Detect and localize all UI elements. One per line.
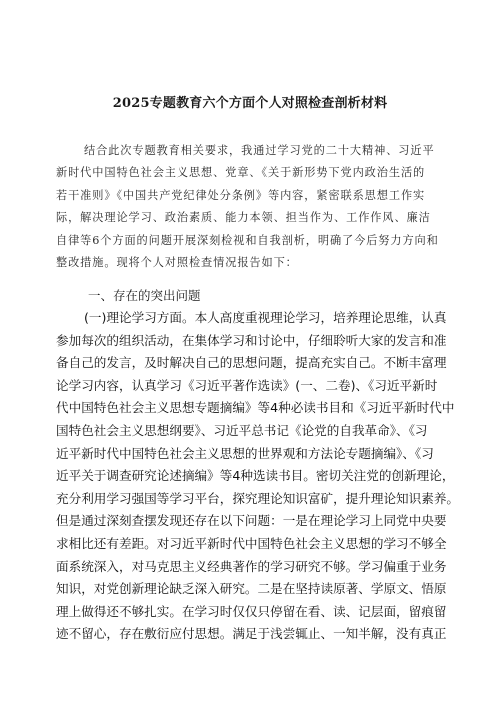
body-line: 理上做得还不够扎实。在学习时仅仅只停留在看、读、记层面，留痕留 [56, 603, 447, 619]
body-line: 充分利用学习强国等学习平台，探究理论知识富矿，提升理论知识素养。 [56, 490, 459, 506]
body-line: 国特色社会主义思想纲要》、习近平总书记《论党的自我革命》、《习 [56, 422, 428, 438]
body-line: 但是通过深刻查摆发现还存在以下问题：一是在理论学习上同党中央要 [56, 513, 447, 529]
intro-line: 整改措施。现将个人对照检查情况报告如下： [56, 256, 298, 270]
body-line: 近平新时代中国特色社会主义思想的世界观和方法论专题摘编》、《习 [56, 445, 434, 461]
intro-line: 新时代中国特色社会主义思想、党章、《关于新形势下党内政治生活的 [56, 166, 426, 180]
body-line: 近平关于调查研究论述摘编》等4种选读书目。密切关注党的创新理论， [56, 468, 455, 484]
intro-line: 若干准则》《中国共产党纪律处分条例》等内容，紧密联系思想工作实 [56, 188, 426, 202]
body-line: 迹不留心，存在敷衍应付思想。满足于浅尝辄止、一知半解，没有真正 [56, 626, 447, 642]
body-line: (一)理论学习方面。本人高度重视理论学习，培养理论思维，认真 [84, 310, 447, 325]
section-heading: 一、存在的突出问题 [88, 288, 201, 303]
intro-line: 自律等6个方面的问题开展深刻检视和自我剖析，明确了今后努力方向和 [56, 233, 439, 247]
body-line: 代中国特色社会主义思想专题摘编》等4种必读书目和《习近平新时代中 [56, 400, 455, 416]
body-line: 面系统深入，对马克思主义经典著作的学习研究不够。学习偏重于业务 [56, 558, 447, 574]
document-title: 2025专题教育六个方面个人对照检查剖析材料 [112, 96, 388, 111]
body-line: 知识，对党创新理论缺乏深入研究。二是在坚持读原著、学原文、悟原 [56, 581, 447, 597]
body-line: 求相比还有差距。对习近平新时代中国特色社会主义思想的学习不够全 [56, 535, 447, 551]
intro-line: 结合此次专题教育相关要求，我通过学习党的二十大精神、习近平 [84, 144, 435, 157]
intro-line: 际，解决理论学习、政治素质、能力本领、担当作为、工作作风、廉洁 [56, 211, 431, 225]
body-line: 参加每次的组织活动，在集体学习和讨论中，仔细聆听大家的发言和准 [56, 332, 447, 348]
intro-paragraph [56, 140, 456, 274]
body-paragraph [56, 307, 470, 646]
body-line: 论学习内容，认真学习《习近平著作选读》(一、二卷)、《习近平新时 [56, 377, 438, 393]
body-line: 备自己的发言，及时解决自己的思想问题，提高充实自己。不断丰富理 [56, 355, 447, 371]
